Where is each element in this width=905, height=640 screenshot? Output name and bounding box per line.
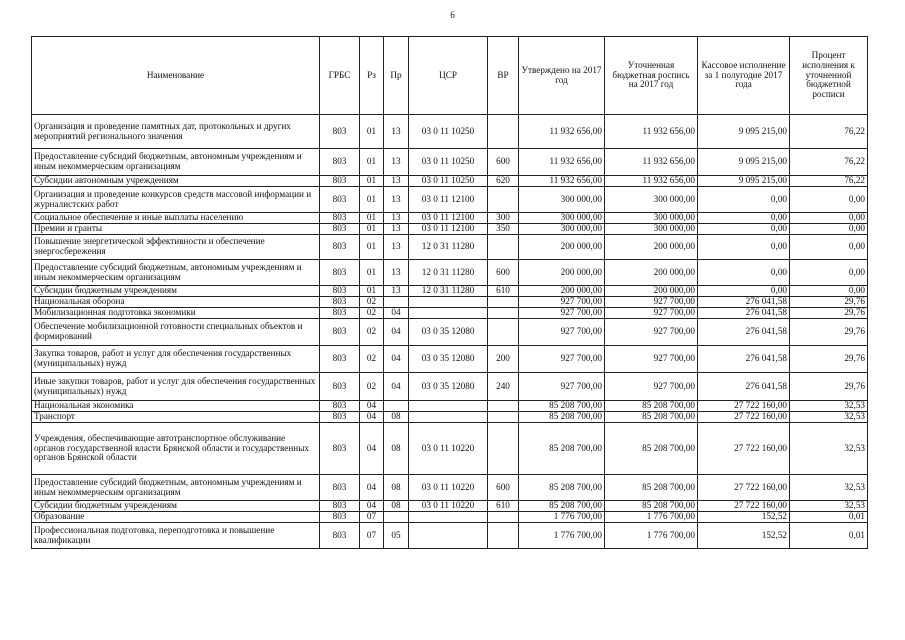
cell-csr: 03 0 11 12100 [409,187,488,213]
cell-revised: 85 208 700,00 [605,475,698,501]
cell-name: Предоставление субсидий бюджетным, автономным учреждениям и иным некоммерческим организациям [32,149,320,176]
cell-csr: 03 0 35 12080 [409,373,488,401]
cell-revised: 200 000,00 [605,260,698,286]
cell-approved: 85 208 700,00 [519,501,605,512]
cell-approved: 927 700,00 [519,308,605,319]
cell-rz: 01 [360,115,384,149]
cell-revised: 300 000,00 [605,224,698,235]
cell-pr: 13 [384,115,409,149]
cell-vr [488,512,519,523]
cell-grbs: 803 [320,297,360,308]
cell-pr: 04 [384,373,409,401]
cell-name: Национальная оборона [32,297,320,308]
cell-cash: 0,00 [698,224,790,235]
cell-cash: 9 095 215,00 [698,115,790,149]
cell-csr: 03 0 35 12080 [409,346,488,373]
cell-approved: 85 208 700,00 [519,412,605,423]
cell-rz: 02 [360,308,384,319]
cell-grbs: 803 [320,308,360,319]
cell-csr: 03 0 11 10220 [409,501,488,512]
cell-cash: 276 041,58 [698,297,790,308]
cell-csr: 12 0 31 11280 [409,260,488,286]
cell-grbs: 803 [320,523,360,549]
cell-csr: 03 0 11 12100 [409,213,488,224]
cell-pr: 08 [384,412,409,423]
cell-approved: 11 932 656,00 [519,115,605,149]
cell-vr [488,319,519,346]
table-row [32,235,868,260]
header-row [32,37,868,115]
cell-approved: 927 700,00 [519,319,605,346]
cell-approved: 200 000,00 [519,235,605,260]
cell-vr: 610 [488,501,519,512]
cell-name: Профессиональная подготовка, переподготовка и повышение квалификации [32,523,320,549]
cell-approved: 200 000,00 [519,260,605,286]
cell-cash: 9 095 215,00 [698,149,790,176]
cell-grbs: 803 [320,423,360,475]
cell-vr [488,235,519,260]
cell-revised: 300 000,00 [605,187,698,213]
table-row [32,213,868,224]
header-percent: Процент исполнения к уточненной бюджетной росписи [790,37,868,115]
cell-percent: 0,00 [790,235,868,260]
table-row [32,115,868,149]
header-csr: ЦСР [409,37,488,115]
cell-rz: 01 [360,187,384,213]
cell-percent: 0,00 [790,213,868,224]
cell-grbs: 803 [320,412,360,423]
cell-name: Организация и проведение памятных дат, протокольных и других мероприятий регионального значения [32,115,320,149]
cell-pr: 13 [384,149,409,176]
cell-pr: 13 [384,187,409,213]
cell-vr: 350 [488,224,519,235]
cell-rz: 01 [360,260,384,286]
table-row [32,412,868,423]
cell-pr: 13 [384,213,409,224]
cell-cash: 276 041,58 [698,373,790,401]
cell-grbs: 803 [320,346,360,373]
cell-vr [488,401,519,412]
table-row [32,297,868,308]
cell-pr: 13 [384,176,409,187]
cell-vr: 610 [488,286,519,297]
cell-name: Национальная экономика [32,401,320,412]
cell-rz: 01 [360,224,384,235]
cell-csr: 03 0 11 10250 [409,149,488,176]
cell-approved: 927 700,00 [519,373,605,401]
cell-percent: 0,01 [790,512,868,523]
cell-vr: 600 [488,149,519,176]
cell-revised: 11 932 656,00 [605,176,698,187]
cell-csr [409,412,488,423]
cell-csr: 03 0 11 10250 [409,176,488,187]
budget-execution-table [31,36,868,549]
table-row [32,286,868,297]
cell-rz: 07 [360,512,384,523]
cell-vr [488,297,519,308]
cell-percent: 76,22 [790,176,868,187]
page-number: 6 [450,10,455,20]
header-vr: ВР [488,37,519,115]
cell-vr [488,187,519,213]
cell-pr: 13 [384,235,409,260]
cell-percent: 0,00 [790,260,868,286]
table-row [32,319,868,346]
table-row [32,501,868,512]
table-row [32,149,868,176]
cell-name: Учреждения, обеспечивающие автотранспортное обслуживание органов государственной власти Брянской области и государственных органов Брянской области [32,423,320,475]
cell-approved: 85 208 700,00 [519,475,605,501]
cell-percent: 29,76 [790,308,868,319]
header-name: Наименование [32,37,320,115]
cell-percent: 32,53 [790,412,868,423]
cell-name: Повышение энергетической эффективности и обеспечение энергосбережения [32,235,320,260]
cell-pr: 13 [384,224,409,235]
cell-rz: 01 [360,176,384,187]
cell-cash: 276 041,58 [698,346,790,373]
cell-pr [384,401,409,412]
cell-grbs: 803 [320,501,360,512]
cell-vr: 200 [488,346,519,373]
cell-pr: 13 [384,260,409,286]
cell-cash: 27 722 160,00 [698,501,790,512]
table-row [32,523,868,549]
cell-vr [488,423,519,475]
cell-csr: 03 0 11 12100 [409,224,488,235]
cell-pr: 13 [384,286,409,297]
cell-rz: 07 [360,523,384,549]
cell-cash: 152,52 [698,523,790,549]
cell-percent: 32,53 [790,475,868,501]
cell-csr: 12 0 31 11280 [409,286,488,297]
cell-approved: 1 776 700,00 [519,512,605,523]
cell-revised: 11 932 656,00 [605,149,698,176]
cell-percent: 32,53 [790,423,868,475]
cell-pr [384,297,409,308]
cell-revised: 927 700,00 [605,373,698,401]
cell-percent: 32,53 [790,501,868,512]
cell-cash: 0,00 [698,286,790,297]
cell-pr: 05 [384,523,409,549]
cell-pr [384,512,409,523]
cell-percent: 29,76 [790,319,868,346]
table-row [32,260,868,286]
cell-cash: 27 722 160,00 [698,423,790,475]
header-approved: Утверждено на 2017 год [519,37,605,115]
cell-approved: 200 000,00 [519,286,605,297]
cell-grbs: 803 [320,260,360,286]
cell-rz: 01 [360,235,384,260]
cell-rz: 01 [360,149,384,176]
cell-cash: 9 095 215,00 [698,176,790,187]
cell-vr: 620 [488,176,519,187]
cell-revised: 927 700,00 [605,297,698,308]
cell-vr: 240 [488,373,519,401]
cell-percent: 29,76 [790,346,868,373]
cell-vr [488,308,519,319]
header-rz: Рз [360,37,384,115]
cell-approved: 85 208 700,00 [519,401,605,412]
cell-revised: 1 776 700,00 [605,523,698,549]
cell-cash: 0,00 [698,213,790,224]
cell-vr: 600 [488,475,519,501]
cell-pr: 08 [384,501,409,512]
cell-grbs: 803 [320,286,360,297]
cell-name: Мобилизационная подготовка экономики [32,308,320,319]
cell-name: Предоставление субсидий бюджетным, автономным учреждениям и иным некоммерческим организациям [32,475,320,501]
cell-vr: 600 [488,260,519,286]
cell-name: Социальное обеспечение и иные выплаты населению [32,213,320,224]
cell-name: Образование [32,512,320,523]
cell-name: Предоставление субсидий бюджетным, автономным учреждениям и иным некоммерческим организациям [32,260,320,286]
cell-revised: 85 208 700,00 [605,412,698,423]
cell-rz: 04 [360,475,384,501]
cell-name: Иные закупки товаров, работ и услуг для обеспечения государственных (муниципальных) нужд [32,373,320,401]
cell-approved: 300 000,00 [519,213,605,224]
cell-approved: 927 700,00 [519,297,605,308]
cell-rz: 02 [360,319,384,346]
cell-grbs: 803 [320,401,360,412]
cell-grbs: 803 [320,187,360,213]
cell-revised: 1 776 700,00 [605,512,698,523]
cell-csr: 03 0 11 10220 [409,423,488,475]
cell-cash: 276 041,58 [698,319,790,346]
cell-pr: 08 [384,423,409,475]
cell-csr [409,297,488,308]
cell-vr: 300 [488,213,519,224]
cell-grbs: 803 [320,213,360,224]
cell-revised: 200 000,00 [605,286,698,297]
cell-grbs: 803 [320,319,360,346]
cell-cash: 0,00 [698,235,790,260]
cell-name: Закупка товаров, работ и услуг для обеспечения государственных (муниципальных) нужд [32,346,320,373]
cell-cash: 276 041,58 [698,308,790,319]
cell-rz: 04 [360,401,384,412]
header-cash: Кассовое исполнение за 1 полугодие 2017 года [698,37,790,115]
cell-grbs: 803 [320,149,360,176]
cell-csr: 03 0 11 10220 [409,475,488,501]
cell-percent: 0,00 [790,286,868,297]
table-row [32,224,868,235]
cell-approved: 927 700,00 [519,346,605,373]
cell-percent: 0,01 [790,523,868,549]
table-row [32,346,868,373]
cell-csr: 03 0 11 10250 [409,115,488,149]
table-row [32,187,868,213]
cell-rz: 04 [360,501,384,512]
cell-grbs: 803 [320,373,360,401]
cell-name: Организация и проведение конкурсов средств массовой информации и журналистских работ [32,187,320,213]
cell-approved: 1 776 700,00 [519,523,605,549]
cell-revised: 927 700,00 [605,308,698,319]
cell-cash: 27 722 160,00 [698,401,790,412]
cell-grbs: 803 [320,224,360,235]
cell-grbs: 803 [320,475,360,501]
header-grbs: ГРБС [320,37,360,115]
cell-rz: 01 [360,286,384,297]
table-row [32,308,868,319]
header-pr: Пр [384,37,409,115]
cell-cash: 152,52 [698,512,790,523]
cell-rz: 02 [360,373,384,401]
cell-revised: 300 000,00 [605,213,698,224]
cell-name: Транспорт [32,412,320,423]
cell-csr [409,512,488,523]
cell-name: Премии и гранты [32,224,320,235]
cell-rz: 02 [360,346,384,373]
cell-cash: 27 722 160,00 [698,412,790,423]
table-row [32,423,868,475]
cell-name: Субсидии бюджетным учреждениям [32,501,320,512]
cell-name: Обеспечение мобилизационной готовности специальных объектов и формирований [32,319,320,346]
cell-rz: 01 [360,213,384,224]
cell-grbs: 803 [320,176,360,187]
cell-approved: 85 208 700,00 [519,423,605,475]
cell-revised: 85 208 700,00 [605,423,698,475]
cell-revised: 85 208 700,00 [605,401,698,412]
cell-rz: 04 [360,423,384,475]
cell-revised: 85 208 700,00 [605,501,698,512]
cell-csr [409,523,488,549]
header-revised: Уточненная бюджетная роспись на 2017 год [605,37,698,115]
cell-cash: 0,00 [698,187,790,213]
cell-vr [488,523,519,549]
table-row [32,176,868,187]
cell-cash: 0,00 [698,260,790,286]
cell-vr [488,115,519,149]
cell-percent: 0,00 [790,224,868,235]
table-row [32,373,868,401]
table-row [32,512,868,523]
cell-vr [488,412,519,423]
cell-revised: 200 000,00 [605,235,698,260]
cell-percent: 76,22 [790,115,868,149]
table-body [32,115,868,549]
cell-grbs: 803 [320,115,360,149]
cell-csr: 12 0 31 11280 [409,235,488,260]
cell-approved: 300 000,00 [519,187,605,213]
cell-percent: 29,76 [790,373,868,401]
cell-name: Субсидии автономным учреждениям [32,176,320,187]
cell-approved: 11 932 656,00 [519,149,605,176]
table-row [32,401,868,412]
cell-percent: 32,53 [790,401,868,412]
cell-revised: 927 700,00 [605,319,698,346]
cell-csr: 03 0 35 12080 [409,319,488,346]
cell-pr: 04 [384,346,409,373]
cell-pr: 08 [384,475,409,501]
cell-pr: 04 [384,319,409,346]
cell-revised: 11 932 656,00 [605,115,698,149]
cell-name: Субсидии бюджетным учреждениям [32,286,320,297]
cell-grbs: 803 [320,512,360,523]
cell-pr: 04 [384,308,409,319]
cell-rz: 04 [360,412,384,423]
cell-approved: 11 932 656,00 [519,176,605,187]
cell-grbs: 803 [320,235,360,260]
cell-cash: 27 722 160,00 [698,475,790,501]
cell-approved: 300 000,00 [519,224,605,235]
cell-percent: 76,22 [790,149,868,176]
cell-revised: 927 700,00 [605,346,698,373]
cell-percent: 0,00 [790,187,868,213]
cell-rz: 02 [360,297,384,308]
table-row [32,475,868,501]
cell-csr [409,401,488,412]
cell-percent: 29,76 [790,297,868,308]
cell-csr [409,308,488,319]
